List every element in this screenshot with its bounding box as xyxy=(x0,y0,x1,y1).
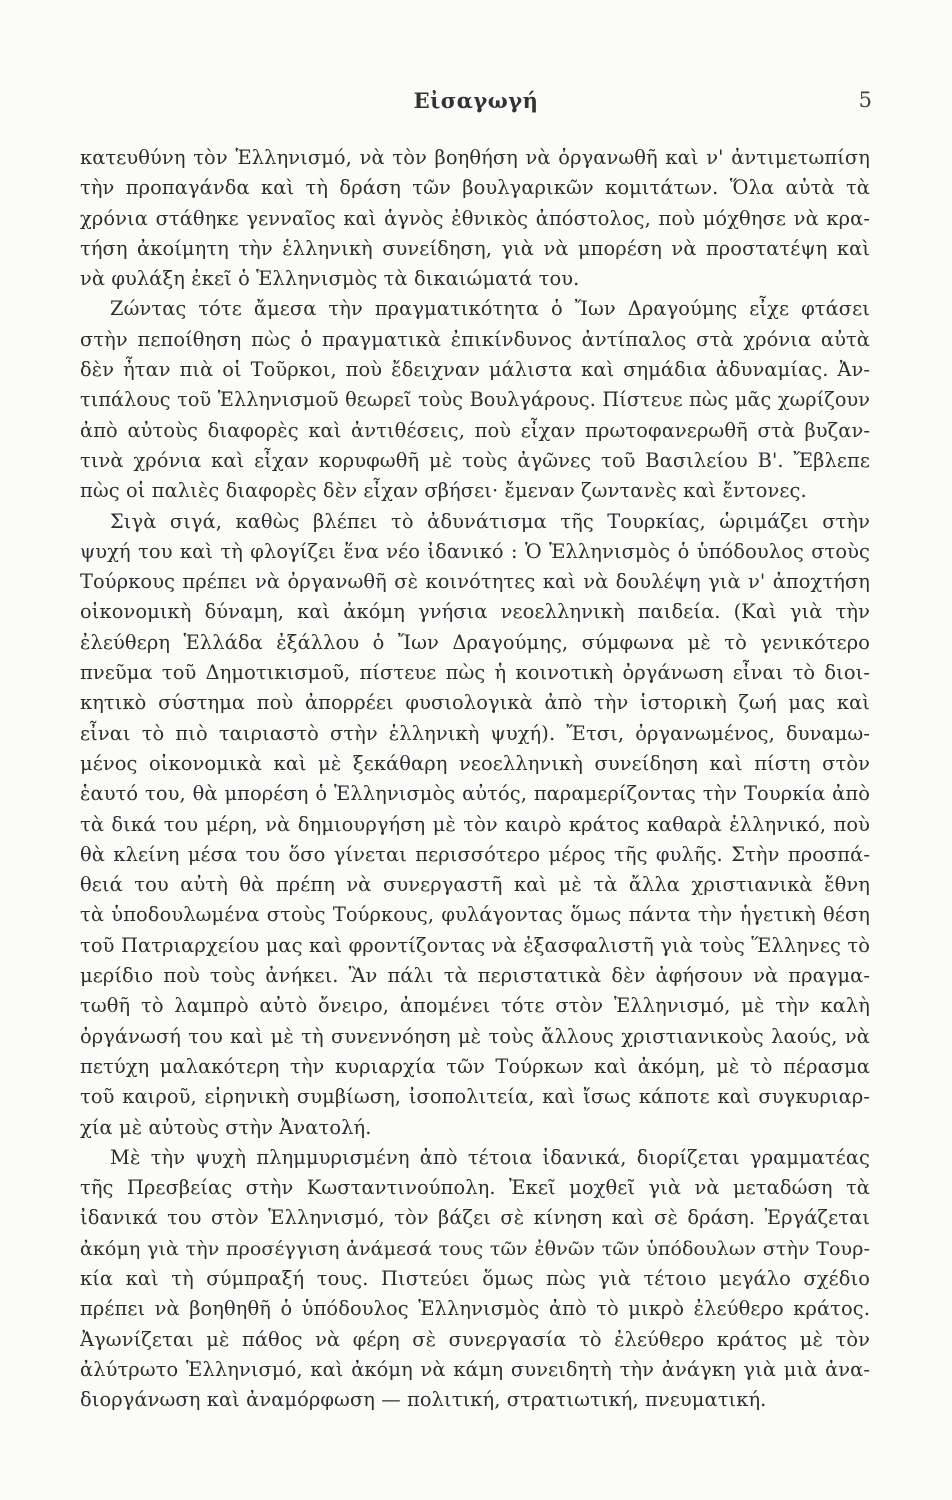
text-line: Ἀγωνίζεται μὲ πάθος νὰ φέρη σὲ συνεργασία τὸ ἐλεύθερο κράτος μὲ τὸν xyxy=(80,1327,870,1351)
text-line: τινὰ χρόνια καὶ εἶχαν κορυφωθῆ μὲ τοὺς ἀγῶνες τοῦ Βασιλείου Β'. Ἔβλεπε xyxy=(80,448,870,472)
text-line: θὰ κλείνη μέσα του ὅσο γίνεται περισσότερο μέρος τῆς φυλῆς. Στὴν προσπά- xyxy=(80,842,870,866)
text-line: κία καὶ τὴ σύμπραξή τους. Πιστεύει ὅμως πὼς γιὰ τέτοιο μεγάλο σχέδιο xyxy=(80,1266,870,1290)
text-line: πρέπει νὰ βοηθηθῆ ὁ ὑπόδουλος Ἑλληνισμὸς ἀπὸ τὸ μικρὸ ἐλεύθερο κράτος. xyxy=(80,1297,870,1321)
text-line: τῆς Πρεσβείας στὴν Κωσταντινούπολη. Ἐκεῖ μοχθεῖ γιὰ νὰ μεταδώση τὰ xyxy=(80,1176,870,1200)
text-line: διοργάνωση καὶ ἀναμόρφωση — πολιτική, στρατιωτική, πνευματική. xyxy=(80,1388,767,1412)
text-line: τήση ἀκοίμητη τὴν ἑλληνικὴ συνείδηση, γιὰ νὰ μπορέση νὰ προστατέψη καὶ xyxy=(80,236,870,260)
text-line: μερίδιο ποὺ τοὺς ἀνήκει. Ἂν πάλι τὰ περιστατικὰ δὲν ἀφήσουν νὰ πραγμα- xyxy=(80,964,870,988)
running-head xyxy=(0,88,952,118)
text-line: ἰδανικά του στὸν Ἑλληνισμό, τὸν βάζει σὲ κίνηση καὶ σὲ δράση. Ἐργάζεται xyxy=(80,1206,870,1230)
text-line: δὲν ἦταν πιὰ οἱ Τοῦρκοι, ποὺ ἔδειχναν μάλιστα καὶ σημάδια ἀδυναμίας. Ἀν- xyxy=(80,358,870,382)
text-line: πὼς οἱ παλιὲς διαφορὲς δὲν εἶχαν σβήσει· ἔμεναν ζωντανὲς καὶ ἔντονες. xyxy=(80,479,807,503)
text-line: τωθῆ τὸ λαμπρὸ αὐτὸ ὄνειρο, ἀπομένει τότε στὸν Ἑλληνισμό, μὲ τὴν καλὴ xyxy=(80,994,870,1018)
text-line: τὴν προπαγάνδα καὶ τὴ δράση τῶν βουλγαρικῶν κομιτάτων. Ὅλα αὐτὰ τὰ xyxy=(80,176,870,200)
text-line: οἰκονομικὴ δύναμη, καὶ ἀκόμη γνήσια νεοελληνικὴ παιδεία. (Καὶ γιὰ τὴν xyxy=(80,600,870,624)
text-line: χία μὲ αὐτοὺς στὴν Ἀνατολή. xyxy=(80,1115,372,1139)
text-line: τιπάλους τοῦ Ἑλληνισμοῦ θεωρεῖ τοὺς Βουλγάρους. Πίστευε πὼς μᾶς χωρίζουν xyxy=(80,388,870,412)
text-line: τὰ δικά του μέρη, νὰ δημιουργήση μὲ τὸν καιρὸ κράτος καθαρὰ ἑλληνικό, ποὺ xyxy=(80,812,870,836)
text-line: Τούρκους πρέπει νὰ ὀργανωθῆ σὲ κοινότητες καὶ νὰ δουλέψη γιὰ ν' ἀποχτήση xyxy=(80,570,870,594)
text-line: ψυχή του καὶ τὴ φλογίζει ἕνα νέο ἰδανικό : Ὁ Ἑλληνισμὸς ὁ ὑπόδουλος στοὺς xyxy=(80,539,870,563)
text-line: Ζώντας τότε ἄμεσα τὴν πραγματικότητα ὁ Ἴων Δραγούμης εἶχε φτάσει xyxy=(110,297,870,321)
text-line: στὴν πεποίθηση πὼς ὁ πραγματικὰ ἐπικίνδυνος ἀντίπαλος στὰ χρόνια αὐτὰ xyxy=(80,327,870,351)
page-number: 5 xyxy=(858,88,872,112)
running-title: Εἰσαγωγή xyxy=(413,88,539,113)
text-line: ὀργάνωσή του καὶ μὲ τὴ συνεννόηση μὲ τοὺς ἄλλους χριστιανικοὺς λαούς, νὰ xyxy=(80,1024,870,1048)
text-line: πνεῦμα τοῦ Δημοτικισμοῦ, πίστευε πὼς ἡ κοινοτικὴ ὀργάνωση εἶναι τὸ διοι- xyxy=(80,661,870,685)
text-line: χρόνια στάθηκε γενναῖος καὶ ἁγνὸς ἐθνικὸς ἀπόστολος, ποὺ μόχθησε νὰ κρα- xyxy=(80,206,870,230)
text-line: ἑαυτό του, θὰ μπορέση ὁ Ἑλληνισμὸς αὐτός, παραμερίζοντας τὴν Τουρκία ἀπὸ xyxy=(80,782,870,806)
text-line: ἀπὸ αὐτοὺς διαφορὲς καὶ ἀντιθέσεις, ποὺ εἶχαν πρωτοφανερωθῆ στὰ βυζαν- xyxy=(80,418,870,442)
text-line: εἶναι τὸ πιὸ ταιριαστὸ στὴν ἑλληνικὴ ψυχή). Ἔτσι, ὀργανωμένος, δυναμω- xyxy=(80,721,870,745)
text-line: μένος οἰκονομικὰ καὶ μὲ ξεκάθαρη νεοελληνικὴ συνείδηση καὶ πίστη στὸν xyxy=(80,751,870,775)
text-line: τοῦ καιροῦ, εἰρηνικὴ συμβίωση, ἰσοπολιτεία, καὶ ἴσως κάποτε καὶ συγκυριαρ- xyxy=(80,1085,870,1109)
body-text xyxy=(80,143,870,1415)
text-line: ἀλύτρωτο Ἑλληνισμό, καὶ ἀκόμη νὰ κάμη συνειδητὴ τὴν ἀνάγκη γιὰ μιὰ ἀνα- xyxy=(80,1357,870,1381)
text-line: τοῦ Πατριαρχείου μας καὶ φροντίζοντας νὰ ἐξασφαλιστῆ γιὰ τοὺς Ἕλληνες τὸ xyxy=(80,933,870,957)
text-line: ἀκόμη γιὰ τὴν προσέγγιση ἀνάμεσά τους τῶν ἐθνῶν τῶν ὑπόδουλων στὴν Τουρ- xyxy=(80,1237,870,1260)
text-line: Μὲ τὴν ψυχὴ πλημμυρισμένη ἀπὸ τέτοια ἰδανικά, διορίζεται γραμματέας xyxy=(110,1145,870,1169)
text-line: κητικὸ σύστημα ποὺ ἀπορρέει φυσιολογικὰ ἀπὸ τὴν ἱστορικὴ ζωή μας καὶ xyxy=(80,691,870,715)
text-line: ἐλεύθερη Ἑλλάδα ἐξάλλου ὁ Ἴων Δραγούμης, σύμφωνα μὲ τὸ γενικότερο xyxy=(80,630,870,654)
text-line: τὰ ὑποδουλωμένα στοὺς Τούρκους, φυλάγοντας ὅμως πάντα τὴν ἡγετικὴ θέση xyxy=(80,903,870,927)
text-line: νὰ φυλάξη ἐκεῖ ὁ Ἑλληνισμὸς τὰ δικαιώματά του. xyxy=(80,267,580,291)
text-line: θειά του αὐτὴ θὰ πρέπη νὰ συνεργαστῆ καὶ μὲ τὰ ἄλλα χριστιανικὰ ἔθνη xyxy=(80,873,870,897)
text-line: Σιγὰ σιγά, καθὼς βλέπει τὸ ἀδυνάτισμα τῆς Τουρκίας, ὡριμάζει στὴν xyxy=(110,509,870,533)
text-line: κατευθύνη τὸν Ἑλληνισμό, νὰ τὸν βοηθήση νὰ ὀργανωθῆ καὶ ν' ἀντιμετωπίση xyxy=(80,146,870,169)
text-line: πετύχη μαλακότερη τὴν κυριαρχία τῶν Τούρκων καὶ ἀκόμη, μὲ τὸ πέρασμα xyxy=(80,1054,870,1078)
